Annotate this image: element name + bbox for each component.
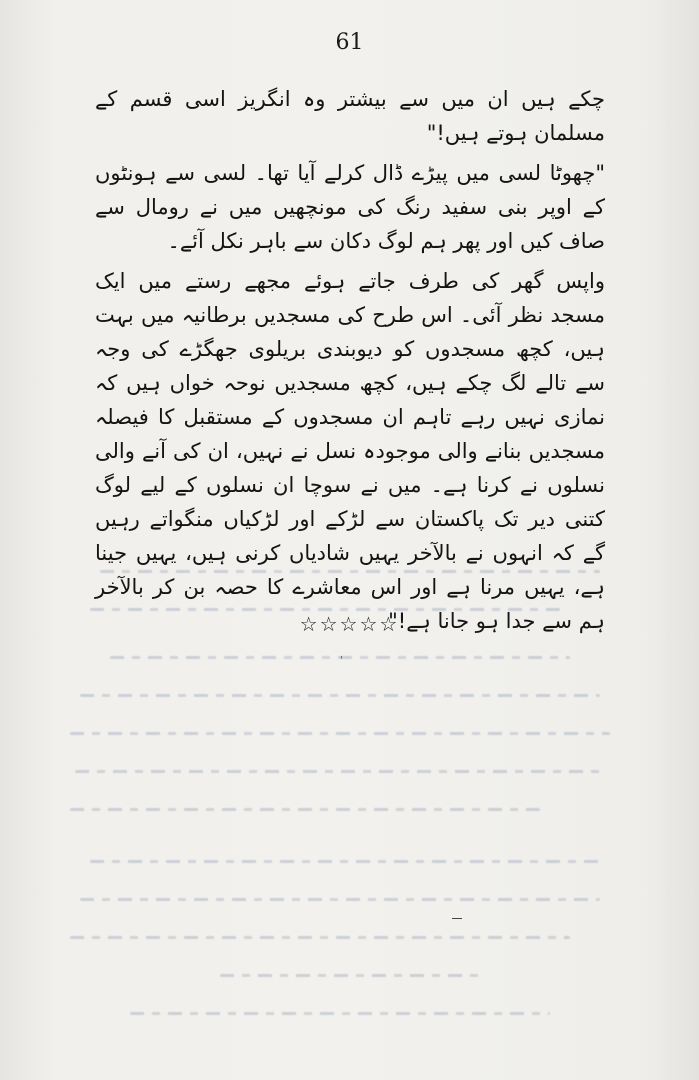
ink-mark: ' — [340, 655, 343, 666]
paragraph-2: "چھوٹا لسی میں پیڑے ڈال کرلے آیا تھا۔ لسی سے ہونٹوں کے اوپر بنی سفید رنگ کی مونچھیں میں نے رومال سے صاف کیں اور پھر ہم لوگ دکان سے باہر نکل آئے۔ — [95, 161, 605, 253]
ink-dash — [452, 918, 462, 919]
paragraph-1: چکے ہیں ان میں سے بیشتر وہ انگریز اسی قسم کے مسلمان ہوتے ہیں!" — [95, 87, 605, 145]
page-number: 61 — [335, 30, 364, 55]
section-separator-stars: ☆☆☆☆☆ — [299, 612, 400, 636]
paragraph-3: واپس گھر کی طرف جاتے ہوئے مجھے رستے میں ایک مسجد نظر آئی۔ اس طرح کی مسجدیں برطانیہ میں بہت ہیں، کچھ مسجدوں کو دیوبندی بریلوی جھگڑے کی وجہ سے تالے لگ چکے ہیں، کچھ مسجدیں نوحہ خواں ہیں کہ نمازی نہیں رہے تاہم ان مسجدوں کے مستقبل کا فیصلہ مسجدیں بنانے والی موجودہ نسل نے نہیں، ان کی آنے والی نسلوں نے کرنا ہے۔ میں نے سوچا ان نسلوں کے لیے لوگ کتنی دیر تک پاکستان سے لڑکے اور لڑکیاں منگواتے رہیں گے کہ انہوں نے بالآخر یہیں شادیاں کرنی ہیں، یہیں جینا ہے، یہیں مرنا ہے اور اس معاشرے کا حصہ بن کر بالآخر ہم سے جدا ہو جانا ہے!" — [95, 269, 605, 633]
body-text — [95, 82, 605, 644]
